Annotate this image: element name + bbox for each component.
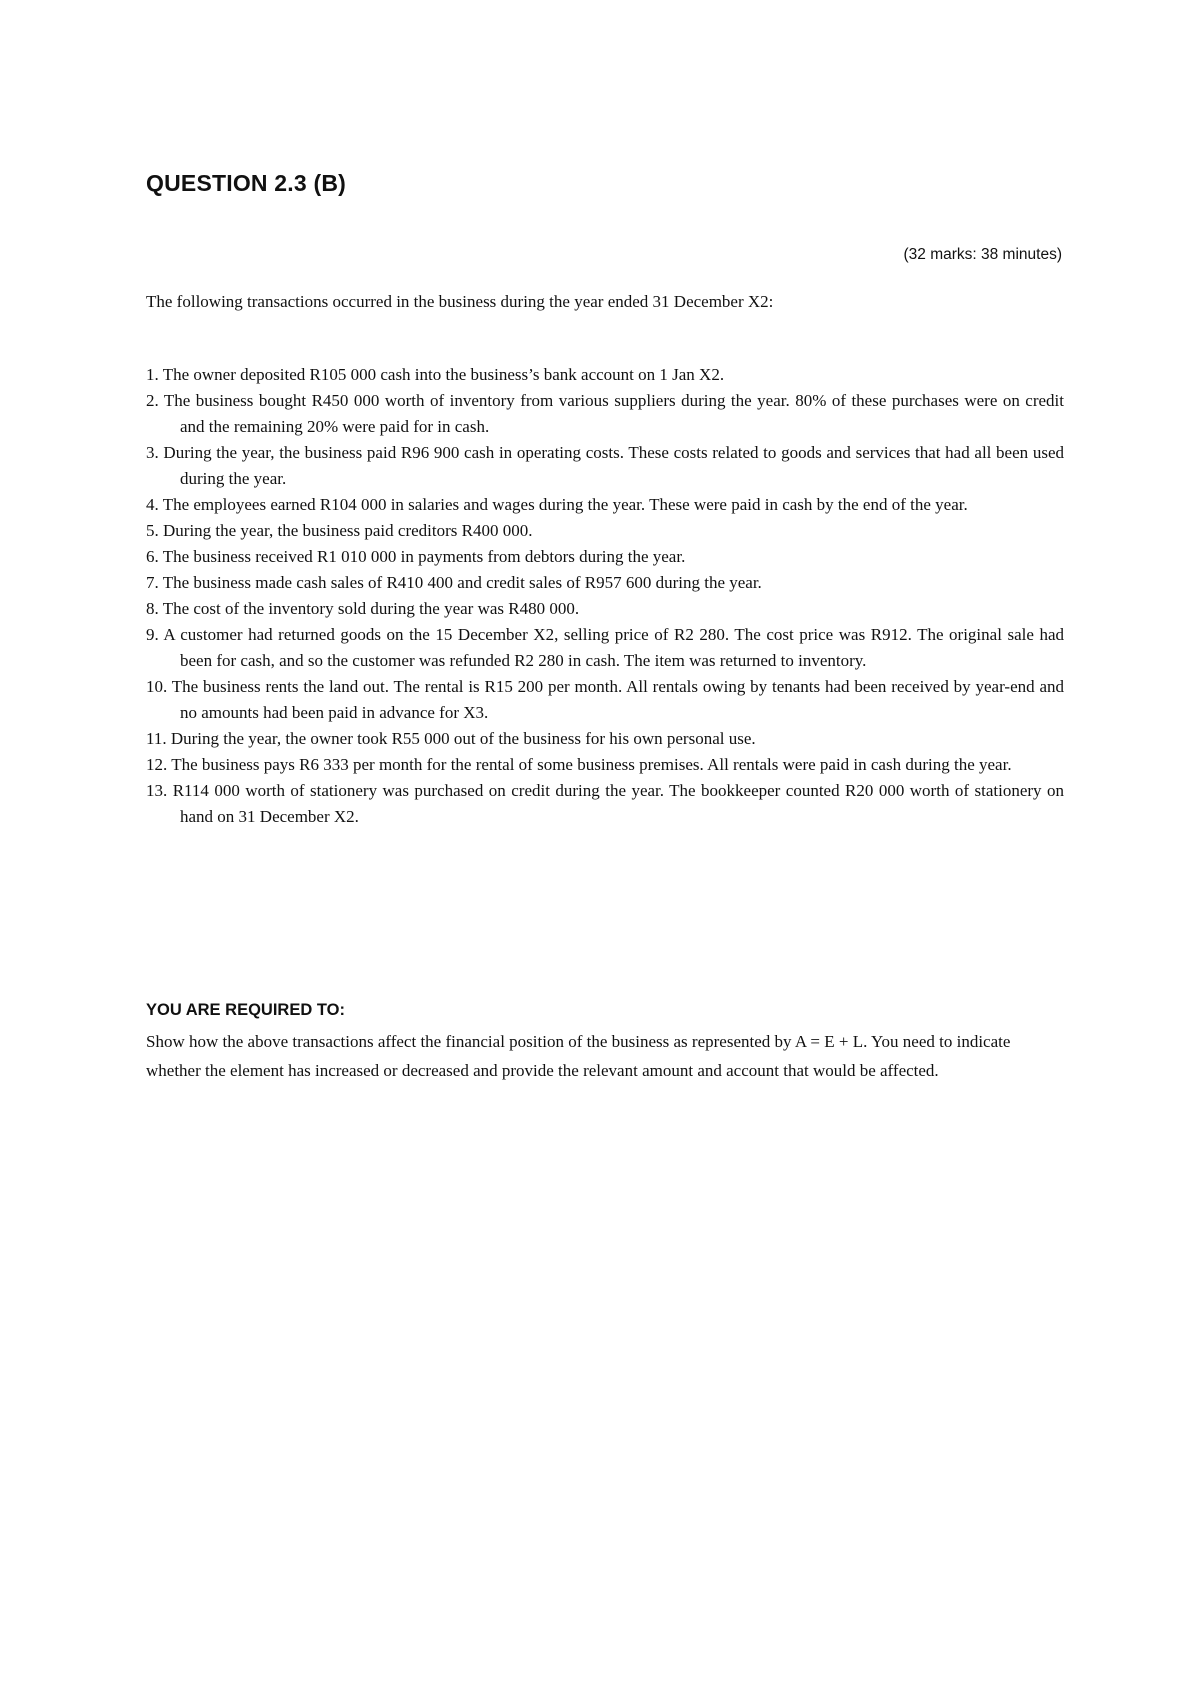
transaction-item: 7. The business made cash sales of R410 400 and credit sales of R957 600 during the year. <box>146 573 762 592</box>
transaction-item: 13. R114 000 worth of stationery was purchased on credit during the year. The bookkeeper counted R20 000 worth of stationery on hand on 31 December X2. <box>146 781 1064 826</box>
required-heading: YOU ARE REQUIRED TO: <box>146 1001 345 1019</box>
required-instructions: Show how the above transactions affect the financial position of the business as represented by A = E + L. You need to indicate whether the element has increased or decreased and provide the relevant amount and account that would be affected. <box>146 1032 1011 1080</box>
transaction-item: 1. The owner deposited R105 000 cash into the business’s bank account on 1 Jan X2. <box>146 365 725 384</box>
transaction-item: 12. The business pays R6 333 per month for the rental of some business premises. All rentals were paid in cash during the year. <box>146 755 1012 774</box>
transaction-list <box>146 362 1064 830</box>
transaction-item: 9. A customer had returned goods on the 15 December X2, selling price of R2 280. The cost price was R912. The original sale had been for cash, and so the customer was refunded R2 280 in cash. The item was returned to inventory. <box>146 625 1064 670</box>
transaction-item: 10. The business rents the land out. The rental is R15 200 per month. All rentals owing by tenants had been received by year-end and no amounts had been paid in advance for X3. <box>146 677 1064 722</box>
intro-text: The following transactions occurred in the business during the year ended 31 December X2: <box>146 292 774 311</box>
transaction-item: 5. During the year, the business paid creditors R400 000. <box>146 521 533 540</box>
transaction-item: 8. The cost of the inventory sold during the year was R480 000. <box>146 599 580 618</box>
transaction-item: 2. The business bought R450 000 worth of inventory from various suppliers during the year. 80% of these purchases were on credit and the remaining 20% were paid for in cash. <box>146 391 1064 436</box>
transaction-item: 3. During the year, the business paid R96 900 cash in operating costs. These costs related to goods and services that had all been used during the year. <box>146 443 1064 488</box>
marks-allocation: (32 marks: 38 minutes) <box>903 246 1062 263</box>
transaction-item: 4. The employees earned R104 000 in salaries and wages during the year. These were paid in cash by the end of the year. <box>146 495 968 514</box>
transaction-item: 11. During the year, the owner took R55 000 out of the business for his own personal use. <box>146 729 756 748</box>
question-heading: QUESTION 2.3 (B) <box>146 170 347 196</box>
transaction-item: 6. The business received R1 010 000 in payments from debtors during the year. <box>146 547 686 566</box>
